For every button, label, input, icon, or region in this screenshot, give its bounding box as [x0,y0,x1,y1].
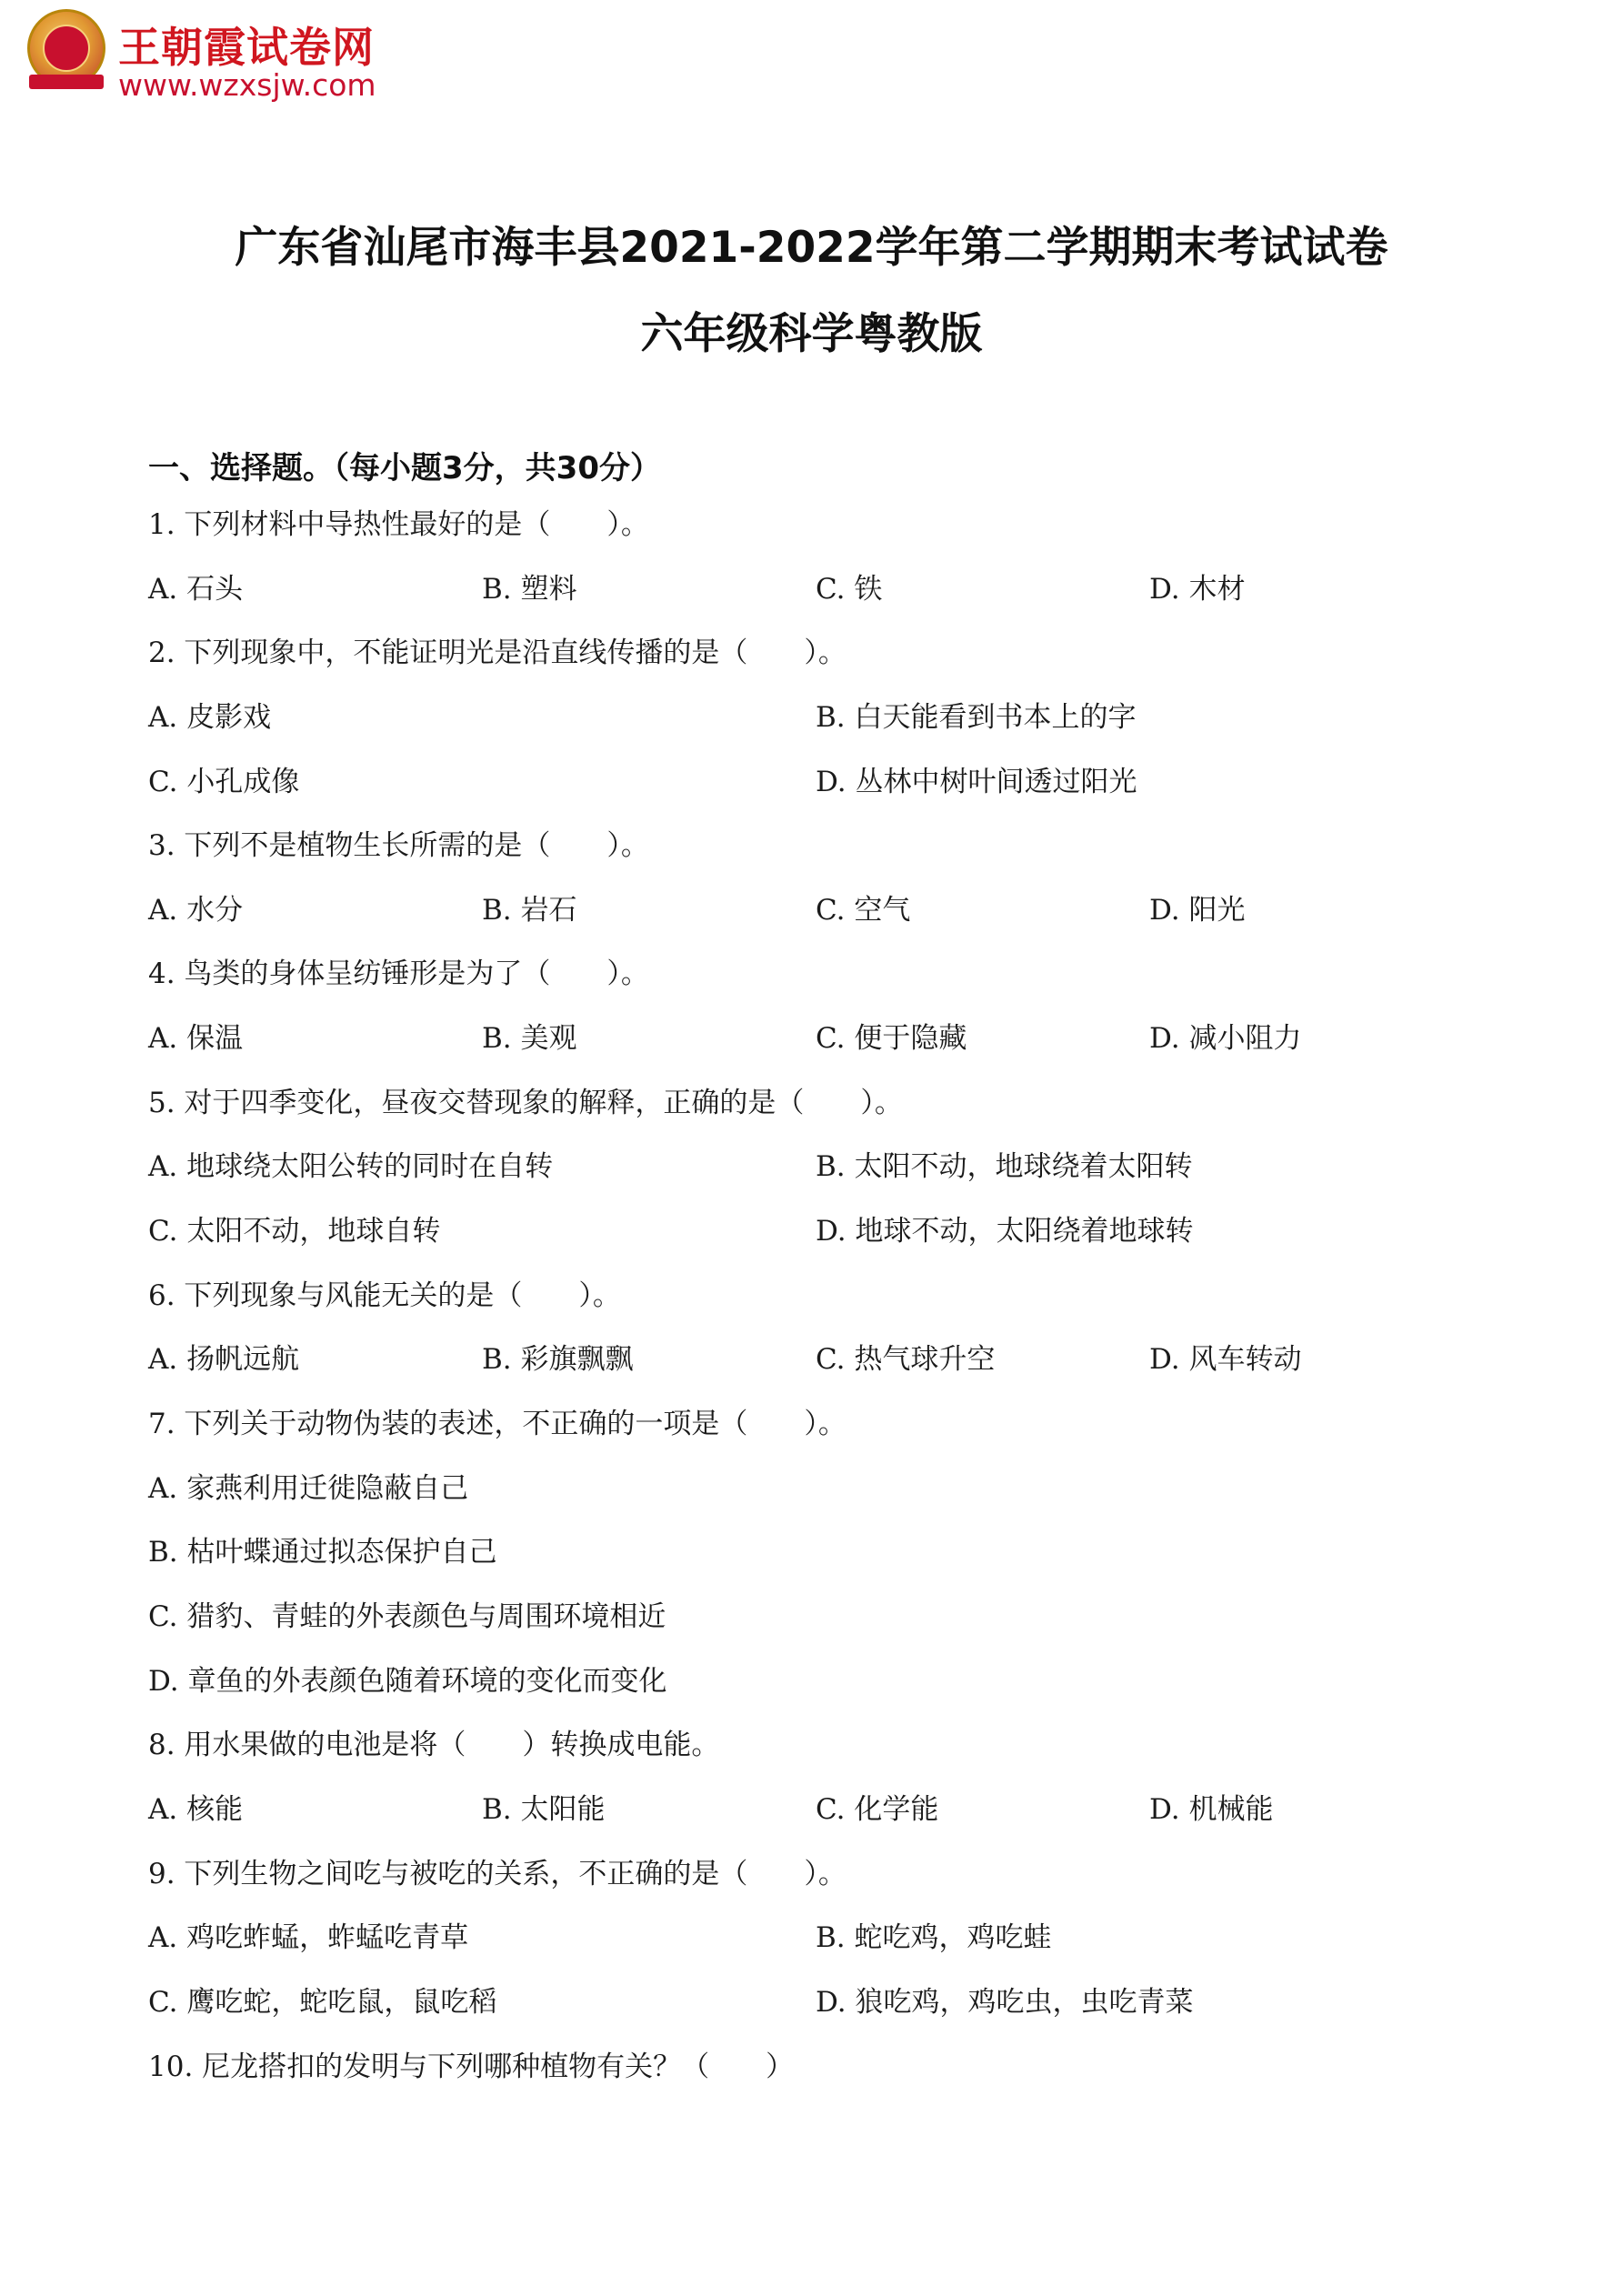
option: C. 热气球升空 [816,1343,996,1376]
option: C. 化学能 [816,1793,939,1826]
option: C. 太阳不动，地球自转 [148,1215,441,1248]
option: D. 狼吃鸡，鸡吃虫，虫吃青菜 [816,1986,1194,2019]
option: B. 枯叶蝶通过拟态保护自己 [148,1536,497,1569]
option: B. 塑料 [482,573,577,606]
option: C. 鹰吃蛇，蛇吃鼠，鼠吃稻 [148,1986,497,2019]
option: A. 鸡吃蚱蜢，蚱蜢吃青草 [148,1921,469,1954]
option: B. 美观 [482,1022,577,1055]
option: D. 木材 [1149,573,1246,606]
option: B. 岩石 [482,894,577,927]
option: D. 阳光 [1149,894,1246,927]
question-stem: 5. 对于四季变化，昼夜交替现象的解释，正确的是（ ）。 [148,1087,903,1119]
option: D. 丛林中树叶间透过阳光 [816,766,1137,798]
brand-name: 王朝霞试卷网 [118,23,375,72]
option: B. 太阳不动，地球绕着太阳转 [816,1150,1193,1183]
option: A. 核能 [148,1793,244,1826]
option: D. 风车转动 [1149,1343,1302,1376]
option: B. 白天能看到书本上的字 [816,701,1137,734]
option: A. 家燕利用迁徙隐蔽自己 [148,1472,469,1505]
question-stem: 8. 用水果做的电池是将（ ）转换成电能。 [148,1729,720,1761]
option: A. 保温 [148,1022,244,1055]
option: A. 皮影戏 [148,701,272,734]
question-stem: 9. 下列生物之间吃与被吃的关系，不正确的是（ ）。 [148,1858,847,1890]
option: B. 彩旗飘飘 [482,1343,634,1376]
option: D. 机械能 [1149,1793,1274,1826]
question-stem: 3. 下列不是植物生长所需的是（ ）。 [148,829,649,862]
question-stem: 4. 鸟类的身体呈纺锤形是为了（ ）。 [148,958,649,990]
option: C. 便于隐藏 [816,1022,967,1055]
option: C. 铁 [816,573,883,606]
option: A. 扬帆远航 [148,1343,300,1376]
option: A. 石头 [148,573,244,606]
question-stem: 10. 尼龙搭扣的发明与下列哪种植物有关？（ ） [148,2050,795,2083]
section-heading: 一、选择题。（每小题3分，共30分） [148,450,661,486]
option: C. 小孔成像 [148,766,300,798]
ribbon-icon [29,75,104,89]
option: D. 章鱼的外表颜色随着环境的变化而变化 [148,1665,667,1698]
site-url[interactable]: www.wzxsjw.com [118,67,376,103]
option: A. 地球绕太阳公转的同时在自转 [148,1150,554,1183]
site-logo[interactable] [27,9,409,103]
option: B. 蛇吃鸡，鸡吃蛙 [816,1921,1052,1954]
question-stem: 2. 下列现象中，不能证明光是沿直线传播的是（ ）。 [148,637,847,669]
option: C. 空气 [816,894,911,927]
option: A. 水分 [148,894,244,927]
option: D. 减小阻力 [1149,1022,1302,1055]
page-title: 广东省汕尾市海丰县2021-2022学年第二学期期末考试试卷 [235,223,1388,273]
option: B. 太阳能 [482,1793,606,1826]
page-subtitle: 六年级科学粤教版 [640,309,983,359]
option: C. 猎豹、青蛙的外表颜色与周围环境相近 [148,1600,666,1633]
option: D. 地球不动，太阳绕着地球转 [816,1215,1194,1248]
question-stem: 6. 下列现象与风能无关的是（ ）。 [148,1279,621,1312]
question-stem: 1. 下列材料中导热性最好的是（ ）。 [148,508,649,541]
question-stem: 7. 下列关于动物伪装的表述，不正确的一项是（ ）。 [148,1408,847,1440]
